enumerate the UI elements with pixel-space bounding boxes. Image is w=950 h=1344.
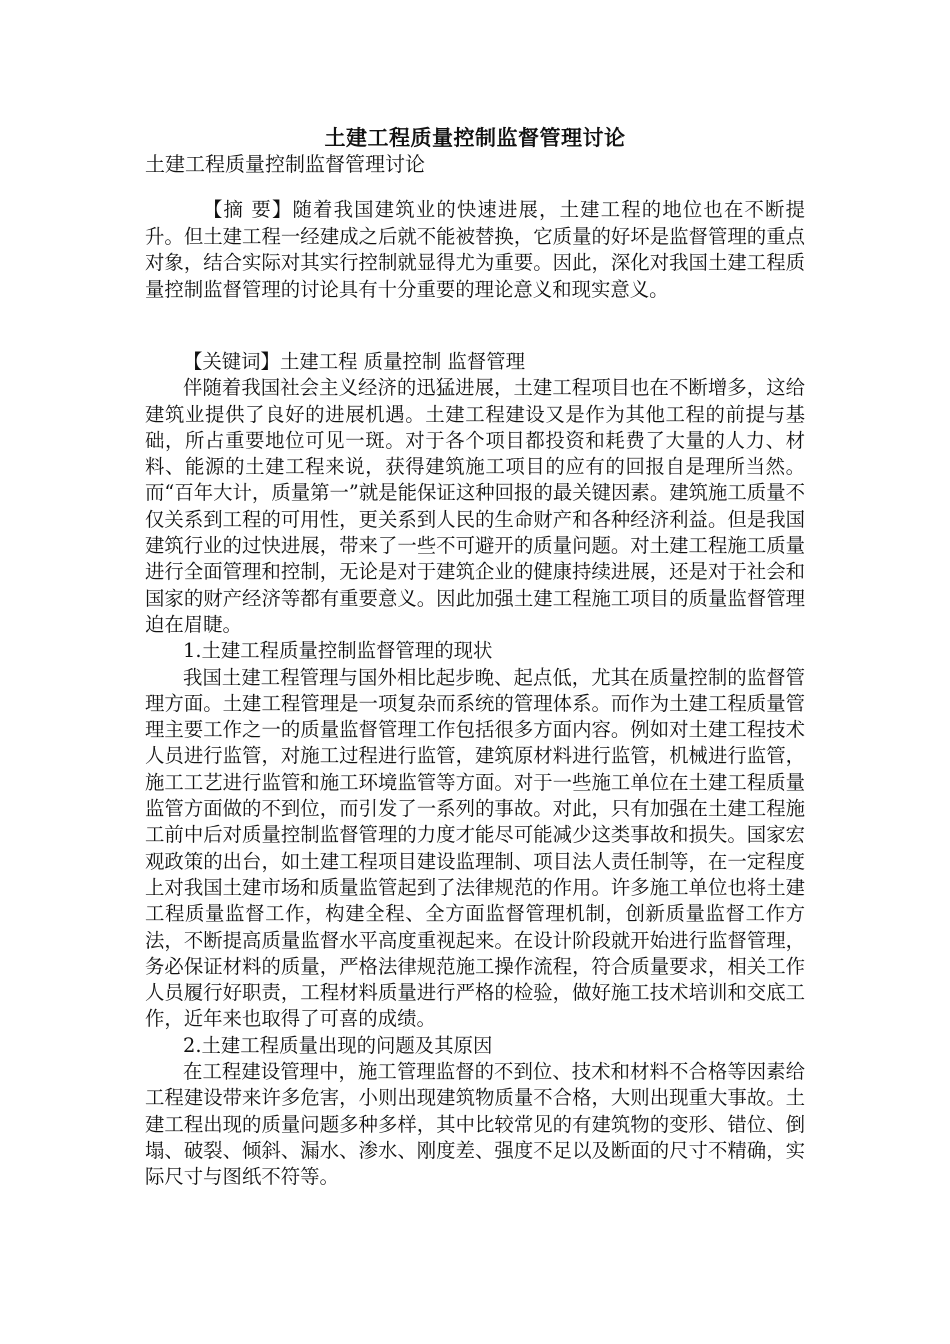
document-title: 土建工程质量控制监督管理讨论 [324,125,626,150]
main-body [145,349,805,1191]
section-2-heading: 2.土建工程质量出现的问题及其原因 [183,1033,493,1057]
section-1-paragraph: 我国土建工程管理与国外相比起步晚、起点低，尤其在质量控制的监督管理方面。土建工程管理是一项复杂而系统的管理体系。而作为土建工程质量管理主要工作之一的质量监督管理工作包括很多方面内容。例如对土建工程技术人员进行监管，对施工过程进行监管，建筑原材料进行监管，机械进行监管，施工工艺进行监管和施工环境监管等方面。对于一些施工单位在土建工程质量监管方面做的不到位，而引发了一系列的事故。对此，只有加强在土建工程施工前中后对质量控制监督管理的力度才能尽可能减少这类事故和损失。国家宏观政策的出台，如土建工程项目建设监理制、项目法人责任制等，在一定程度上对我国土建市场和质量监管起到了法律规范的作用。许多施工单位也将土建工程质量监督工作，构建全程、全方面监督管理机制，创新质量监督工作方法，不断提高质量监督水平高度重视起来。在设计阶段就开始进行监督管理，务必保证材料的质量，严格法律规范施工操作流程，符合质量要求，相关工作人员履行好职责，工程材料质量进行严格的检验，做好施工技术培训和交底工作，近年来也取得了可喜的成绩。 [145,665,805,1031]
keywords-line: 【关键词】土建工程 质量控制 监督管理 [183,350,525,373]
intro-paragraph: 伴随着我国社会主义经济的迅猛进展，土建工程项目也在不断增多，这给建筑业提供了良好的进展机遇。土建工程建设又是作为其他工程的前提与基础，所占重要地位可见一斑。对于各个项目都投资和耗费了大量的人力、材料、能源的土建工程来说，获得建筑施工项目的应有的回报自是理所当然。而“百年大计，质量第一”就是能保证这种回报的最关键因素。建筑施工质量不仅关系到工程的可用性，更关系到人民的生命财产和各种经济利益。但是我国建筑行业的过快进展，带来了一些不可避开的质量问题。对土建工程施工质量进行全面管理和控制，无论是对于建筑企业的健康持续进展，还是对于社会和国家的财产经济等都有重要意义。因此加强土建工程施工项目的质量监督管理迫在眉睫。 [145,376,805,636]
abstract-text: 【摘 要】随着我国建筑业的快速进展，土建工程的地位也在不断提升。但土建工程一经建成之后就不能被替换，它质量的好坏是监督管理的重点对象，结合实际对其实行控制就显得尤为重要。因此，深化对我国土建工程质量控制监督管理的讨论具有十分重要的理论意义和现实意义。 [145,198,805,301]
document-subtitle: 土建工程质量控制监督管理讨论 [145,152,425,176]
abstract-paragraph [145,197,805,303]
section-2-paragraph: 在工程建设管理中，施工管理监督的不到位、技术和材料不合格等因素给工程建设带来许多危害，小则出现建筑物质量不合格，大则出现重大事故。土建工程出现的质量问题多种多样，其中比较常见的有建筑物的变形、错位、倒塌、破裂、倾斜、漏水、渗水、刚度差、强度不足以及断面的尺寸不精确，实际尺寸与图纸不符等。 [145,1060,805,1189]
section-1-heading: 1.土建工程质量控制监督管理的现状 [183,639,493,663]
